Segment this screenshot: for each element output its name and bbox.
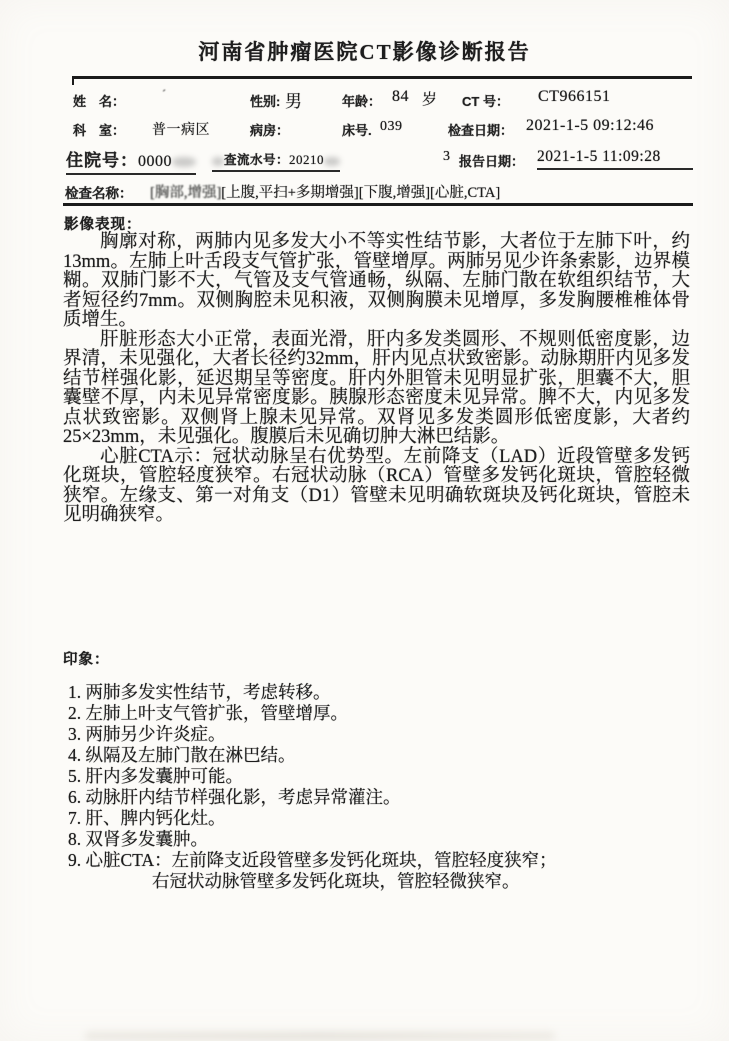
serial-no-tail: 3 xyxy=(443,149,451,164)
findings-section-label: 影像表现： xyxy=(64,217,142,233)
divider-top xyxy=(72,76,692,79)
redaction-smudge xyxy=(212,157,224,166)
report-date-label: 报告日期： xyxy=(459,154,525,169)
sex-value: 男 xyxy=(285,92,303,111)
impression-list xyxy=(68,682,688,892)
bottom-scan-smudge xyxy=(85,1032,555,1040)
bed-label: 床号. xyxy=(342,123,372,138)
report-date-value: 2021-1-5 11:09:28 xyxy=(537,148,693,170)
exam-date-label: 检查日期： xyxy=(448,123,514,138)
impression-item: 3. 两肺另少许炎症。 xyxy=(68,724,226,744)
impression-item: 1. 两肺多发实性结节，考虑转移。 xyxy=(68,682,331,702)
redaction-smudge xyxy=(324,157,340,166)
ct-no-value: CT966151 xyxy=(538,88,611,105)
impression-item: 6. 动脉肝内结节样强化影，考虑异常灌注。 xyxy=(68,787,401,807)
impression-item-continuation: 右冠状动脉管壁多发钙化斑块，管腔轻微狭窄。 xyxy=(152,871,520,891)
report-title: 河南省肿瘤医院CT影像诊断报告 xyxy=(198,40,531,64)
serial-no-field xyxy=(212,150,340,172)
serial-no-value: 20210 xyxy=(289,152,325,167)
sex-label: 性别: xyxy=(250,94,281,109)
serial-no-label: 查流水号： xyxy=(224,153,290,167)
admission-no-value: 0000 xyxy=(138,153,172,170)
impression-item: 2. 左肺上叶支气管扩张，管壁增厚。 xyxy=(68,703,348,723)
ct-no-label: CT 号： xyxy=(462,94,509,109)
dept-value: 普一病区 xyxy=(152,123,210,138)
impression-item: 4. 纵隔及左肺门散在淋巴结。 xyxy=(68,745,296,765)
exam-name-part2: [上腹,平扫+多期增强][下腹,增强][心脏,CTA] xyxy=(221,185,501,201)
erased-name-mark: ˊ xyxy=(162,87,166,101)
exam-name-part1: [胸部,增强] xyxy=(150,185,222,201)
exam-date-value: 2021-1-5 09:12:46 xyxy=(526,117,655,134)
exam-name-label: 检查名称： xyxy=(65,186,133,201)
age-value: 84 xyxy=(392,88,409,105)
findings-body xyxy=(63,233,690,526)
age-label: 年龄： xyxy=(342,94,382,109)
impression-item: 5. 肝内多发囊肿可能。 xyxy=(68,766,243,786)
impression-item: 8. 双肾多发囊肿。 xyxy=(68,829,208,849)
divider-tick xyxy=(72,76,74,85)
bed-value: 039 xyxy=(380,119,403,134)
name-label: 姓 名： xyxy=(73,94,126,109)
impression-item: 7. 肝、脾内钙化灶。 xyxy=(68,808,226,828)
findings-paragraph: 胸廓对称，两肺内见多发大小不等实性结节影，大者位于左肺下叶，约13mm。左肺上叶舌段支气管扩张，管壁增厚。两肺另见少许条索影，边界模糊。双肺门影不大，气管及支气管通畅，纵隔、左肺门散在软组织结节，大者短径约7mm。双侧胸腔未见积液，双侧胸膜未见增厚，多发胸腰椎椎体骨质增生。 xyxy=(63,232,690,330)
impression-item: 9. 心脏CTA：左前降支近段管壁多发钙化斑块，管腔轻度狭窄； xyxy=(68,850,557,870)
impression-section-label: 印象： xyxy=(63,652,110,668)
dept-label: 科 室： xyxy=(73,123,126,138)
redaction-smudge xyxy=(172,157,196,167)
findings-paragraph: 心脏CTA示：冠状动脉呈右优势型。左前降支（LAD）近段管壁多发钙化斑块，管腔轻度狭窄。右冠状动脉（RCA）管壁多发钙化斑块，管腔轻微狭窄。左缘支、第一对角支（D1）管壁未见明确软斑块及钙化斑块，管腔未见明确狭窄。 xyxy=(63,446,690,525)
ward-label: 病房： xyxy=(250,123,290,138)
exam-name-value xyxy=(150,181,500,202)
findings-paragraph: 肝脏形态大小正常，表面光滑，肝内多发类圆形、不规则低密度影，边界清，未见强化，大者长径约32mm，肝内见点状致密影。动脉期肝内见多发结节样强化影，延迟期呈等密度。肝内外胆管未见明显扩张，胆囊不大，胆囊壁不厚，内未见异常密度影。胰腺形态密度未见异常。脾不大，内见多发点状致密影。双侧肾上腺未见异常。双肾见多发类圆形低密度影，大者约25×23mm，未见强化。腹膜后未见确切肿大淋巴结影。 xyxy=(63,329,690,447)
divider-bottom xyxy=(63,203,693,206)
age-unit: 岁 xyxy=(422,92,438,108)
admission-no-field xyxy=(66,146,196,175)
admission-no-label: 住院号： xyxy=(66,151,138,170)
